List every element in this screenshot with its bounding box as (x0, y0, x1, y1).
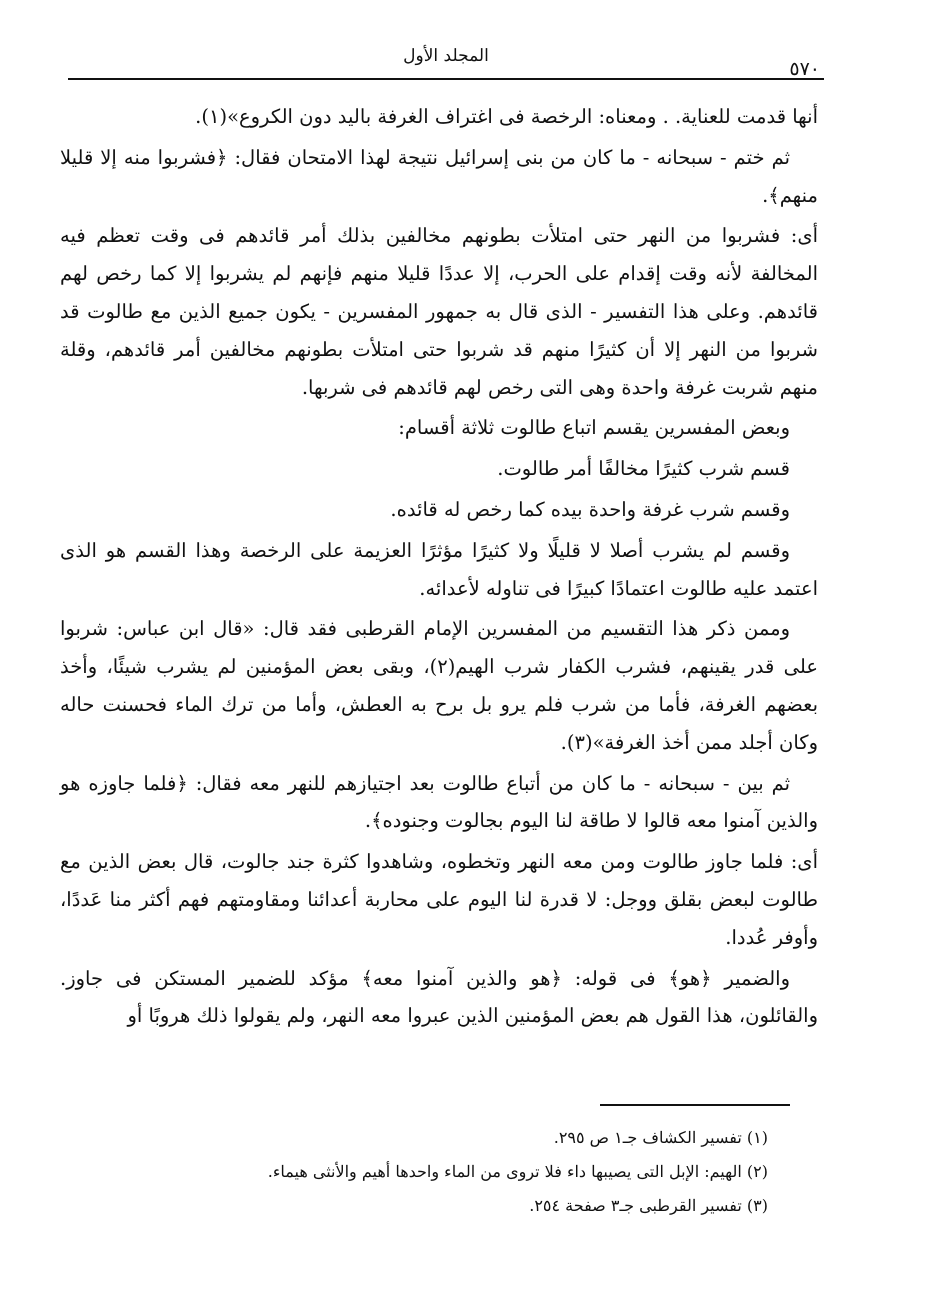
footnotes (60, 1121, 768, 1223)
paragraph: ثم ختم - سبحانه - ما كان من بنى إسرائيل نتيجة لهذا الامتحان فقال: ﴿فشربوا منه إلا قليلا منهم﴾. (60, 145, 818, 207)
paragraph: وبعض المفسرين يقسم اتباع طالوت ثلاثة أقسام: (398, 416, 790, 440)
running-head: المجلد الأول (403, 46, 489, 66)
paragraph: أنها قدمت للعناية. . ومعناه: الرخصة فى اغتراف الغرفة باليد دون الكروع»(١). (195, 105, 818, 128)
paragraph: والضمير ﴿هو﴾ فى قوله: ﴿هو والذين آمنوا معه﴾ مؤكد للضمير المستكن فى جاوز. والقائلون، هذا القول هم بعض المؤمنين الذين عبروا معه النهر، ولم يقولوا ذلك هروبًا أو (60, 966, 818, 1028)
paragraph: أى: فلما جاوز طالوت ومن معه النهر وتخطوه، وشاهدوا كثرة جند جالوت، قال بعض الذين مع طالوت لبعض بقلق ووجل: لا قدرة لنا اليوم على محاربة أعدائنا ومقاومتهم فهم أكثر منا عَددًا، وأوفر عُددا. (60, 850, 818, 949)
paragraph: وقسم شرب غرفة واحدة بيده كما رخص له قائده. (390, 497, 790, 521)
header-rule (68, 78, 824, 80)
page-header (68, 40, 824, 80)
paragraph: وقسم لم يشرب أصلا لا قليلًا ولا كثيرًا مؤثرًا العزيمة على الرخصة وهذا القسم هو الذى اعتمد عليه طالوت اعتمادًا كبيرًا فى تناوله لأعدائه. (60, 538, 818, 600)
footnote: (٢) الهيم: الإبل التى يصيبها داء فلا تروى من الماء واحدها أهيم والأنثى هيماء. (267, 1162, 768, 1181)
footnote: (٣) تفسير القرطبى جـ٣ صفحة ٢٥٤. (529, 1196, 768, 1215)
footnote: (١) تفسير الكشاف جـ١ ص ٢٩٥. (553, 1128, 768, 1147)
body-text (60, 98, 818, 1038)
paragraph: ثم بين - سبحانه - ما كان من أتباع طالوت بعد اجتيازهم للنهر معه فقال: ﴿فلما جاوزه هو والذين آمنوا معه قالوا لا طاقة لنا اليوم بجالوت وجنوده﴾. (60, 771, 818, 833)
footnote-rule (600, 1104, 790, 1106)
paragraph: أى: فشربوا من النهر حتى امتلأت بطونهم مخالفين بذلك أمر قائدهم فى وقت تعظم فيه المخالفة لأنه وقت إقدام على الحرب، إلا عددًا قليلا منهم فإنهم لم يشربوا إلا كما رخص لهم قائدهم. وعلى هذا التفسير - الذى قال به جمهور المفسرين - يكون جميع الذين مع طالوت قد شربوا من النهر إلا أن كثيرًا منهم قد شربوا حتى امتلأت بطونهم مخالفين أمر قائدهم، وقلة منهم شربت غرفة واحدة وهى التى رخص لهم قائدهم فى شربها. (60, 224, 818, 399)
page-number: ٥٧٠ (789, 58, 820, 80)
paragraph: وممن ذكر هذا التقسيم من المفسرين الإمام القرطبى فقد قال: «قال ابن عباس: شربوا على قدر يقينهم، فشرب الكفار شرب الهيم(٢)، وبقى بعض المؤمنين لم يشرب شيئًا، وأخذ بعضهم الغرفة، فأما من شرب فلم يرو بل برح به العطش، وأما من ترك الماء فحسنت حاله وكان أجلد ممن أخذ الغرفة»(٣). (60, 617, 818, 754)
paragraph: قسم شرب كثيرًا مخالفًا أمر طالوت. (497, 457, 790, 481)
